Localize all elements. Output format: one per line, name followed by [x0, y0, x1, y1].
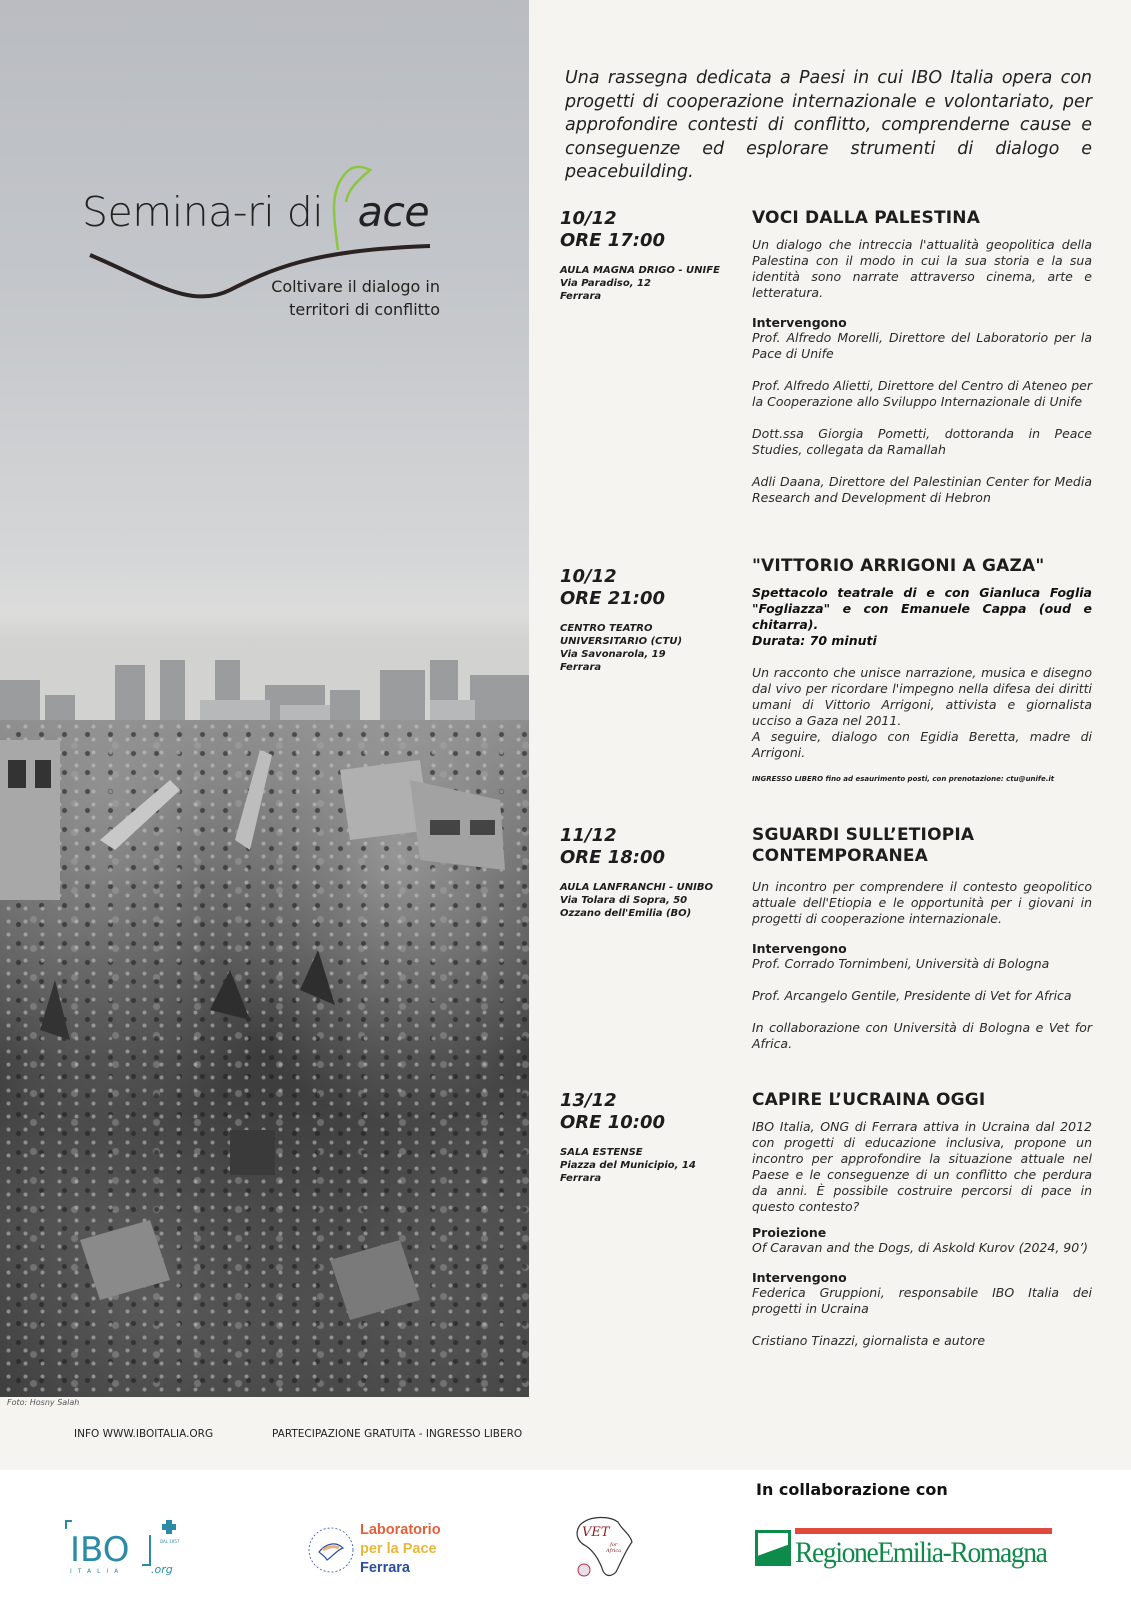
event-date: 10/12	[560, 566, 617, 587]
event-when	[560, 1090, 740, 1185]
speaker: Prof. Corrado Tornimbeni, Università di Bologna	[752, 956, 1050, 971]
event-venue: SALA ESTENSE Piazza del Municipio, 14 Ferrara	[560, 1147, 696, 1184]
event-details	[752, 208, 1092, 506]
svg-text:VET: VET	[582, 1525, 610, 1540]
event-description: Un dialogo che intreccia l'attualità geopolitica della Palestina con il modo in cui la sua storia e la sua identità sono narrate attraverso cinema, arte e letteratura.	[752, 237, 1092, 300]
speakers-label: Intervengono	[752, 1270, 847, 1285]
dove-icon	[305, 1520, 357, 1580]
speakers-label: Intervengono	[752, 315, 847, 330]
event-description: IBO Italia, ONG di Ferrara attiva in Ucraina dal 2012 con progetti di educazione inclusiva, propone un incontro per approfondire la situazione attuale nel Paese e le conseguenze di un conflitto che perdura da anni. È possibile costruire percorsi di pace in questo contesto?	[752, 1119, 1092, 1214]
event-details	[752, 1090, 1092, 1349]
event-when	[560, 825, 740, 920]
event-description: Un racconto che unisce narrazione, musica e disegno dal vivo per ricordare l'impegno nella difesa dei diritti umani di Vittorio Arrigoni, attivista e giornalista ucciso a Gaza nel 2011.	[752, 665, 1092, 728]
speakers-label: Intervengono	[752, 941, 847, 956]
svg-text:for: for	[610, 1542, 618, 1548]
rer-wordmark: RegioneEmilia-Romagna	[795, 1536, 1047, 1569]
ibo-italia-logo[interactable]	[62, 1515, 192, 1585]
speaker: Cristiano Tinazzi, giornalista e autore	[752, 1333, 986, 1348]
rer-emblem-icon	[755, 1530, 791, 1566]
svg-text:ITALIA: ITALIA	[70, 1568, 125, 1575]
event-details	[752, 556, 1092, 784]
svg-text:.org: .org	[151, 1563, 173, 1576]
event-title: SGUARDI SULL’ETIOPIA CONTEMPORANEA	[752, 825, 975, 866]
svg-text:IBO: IBO	[70, 1530, 130, 1570]
screening-label: Proiezione	[752, 1225, 827, 1240]
africa-map-icon	[570, 1510, 640, 1585]
event-title: "VITTORIO ARRIGONI A GAZA"	[752, 556, 1045, 576]
speaker: Federica Gruppioni, responsabile IBO Italia dei progetti in Ucraina	[752, 1285, 1092, 1316]
event-date: 10/12	[560, 208, 617, 229]
screening-film: Of Caravan and the Dogs, di Askold Kurov (2024, 90’)	[752, 1240, 1089, 1255]
vet-for-africa-logo[interactable]	[570, 1510, 640, 1585]
event-description: Un incontro per comprendere il contesto geopolitico attuale dell'Etiopia e le opportunità per i giovani in progetti di cooperazione internazionale.	[752, 879, 1092, 926]
event-time: ORE 21:00	[560, 588, 666, 609]
event-date: 13/12	[560, 1090, 617, 1111]
series-subtitle: Coltivare il dialogo in territori di conflitto	[271, 277, 440, 319]
speaker: Prof. Alfredo Alietti, Direttore del Centro di Ateneo per la Cooperazione allo Sviluppo Internazionale di Unife	[752, 378, 1092, 409]
lab-title: Laboratorio per la Pace Ferrara	[360, 1522, 441, 1576]
booking-note: INGRESSO LIBERO fino ad esaurimento posti, con prenotazione: ctu@unife.it	[752, 775, 1055, 783]
event-title: VOCI DALLA PALESTINA	[752, 208, 981, 228]
collab-heading: In collaborazione con	[756, 1480, 948, 1499]
event-time: ORE 17:00	[560, 230, 666, 251]
speaker: Prof. Arcangelo Gentile, Presidente di Vet for Africa	[752, 988, 1072, 1003]
event-venue: AULA LANFRANCHI - UNIBO Via Tolara di Sopra, 50 Ozzano dell'Emilia (BO)	[560, 882, 713, 919]
event-when	[560, 566, 740, 674]
series-title: Semina-ri di ace	[82, 188, 430, 236]
partners-footer	[0, 1470, 1131, 1600]
intro-paragraph: Una rassegna dedicata a Paesi in cui IBO Italia opera con progetti di cooperazione internazionale e volontariato, per approfondire contesti di conflitto, comprenderne cause e conseguenze ed esplorare strumenti di dialogo e peacebuilding.	[565, 68, 1092, 182]
event-time: ORE 10:00	[560, 1112, 666, 1133]
event-when	[560, 208, 740, 303]
rer-red-bar	[795, 1528, 1052, 1534]
info-website[interactable]: INFO WWW.IBOITALIA.ORG	[74, 1428, 214, 1440]
event-subtitle: Spettacolo teatrale di e con Gianluca Foglia "Fogliazza" e con Emanuele Cappa (oud e chitarra).	[752, 585, 1092, 632]
participation-note: PARTECIPAZIONE GRATUITA - INGRESSO LIBERO	[272, 1428, 523, 1440]
speaker: Prof. Alfredo Morelli, Direttore del Laboratorio per la Pace di Unife	[752, 330, 1092, 361]
ibo-logo-mark	[62, 1515, 192, 1585]
rubble-field	[0, 720, 529, 1397]
event-collab: In collaborazione con Università di Bologna e Vet for Africa.	[752, 1020, 1092, 1051]
event-time: ORE 18:00	[560, 847, 666, 868]
event-venue: CENTRO TEATRO UNIVERSITARIO (CTU) Via Savonarola, 19 Ferrara	[560, 623, 683, 673]
speaker: Adli Daana, Direttore del Palestinian Center for Media Research and Development di Hebron	[752, 474, 1092, 505]
svg-text:Africa: Africa	[606, 1548, 622, 1554]
svg-text:DAL 1957: DAL 1957	[160, 1539, 180, 1544]
event-venue: AULA MAGNA DRIGO - UNIFE Via Paradiso, 12 Ferrara	[560, 265, 720, 302]
regione-emilia-romagna-logo[interactable]	[755, 1528, 1055, 1573]
destroyed-buildings	[0, 720, 529, 1397]
speaker: Dott.ssa Giorgia Pometti, dottoranda in Peace Studies, collegata da Ramallah	[752, 426, 1092, 457]
laboratorio-pace-logo[interactable]	[305, 1515, 475, 1585]
photo-credit: Foto: Hosny Salah	[7, 1398, 80, 1407]
event-duration: Durata: 70 minuti	[752, 633, 877, 648]
event-title: CAPIRE L’UCRAINA OGGI	[752, 1090, 986, 1110]
event-date: 11/12	[560, 825, 617, 846]
event-followup: A seguire, dialogo con Egidia Beretta, madre di Arrigoni.	[752, 729, 1092, 760]
event-details	[752, 825, 1092, 1052]
